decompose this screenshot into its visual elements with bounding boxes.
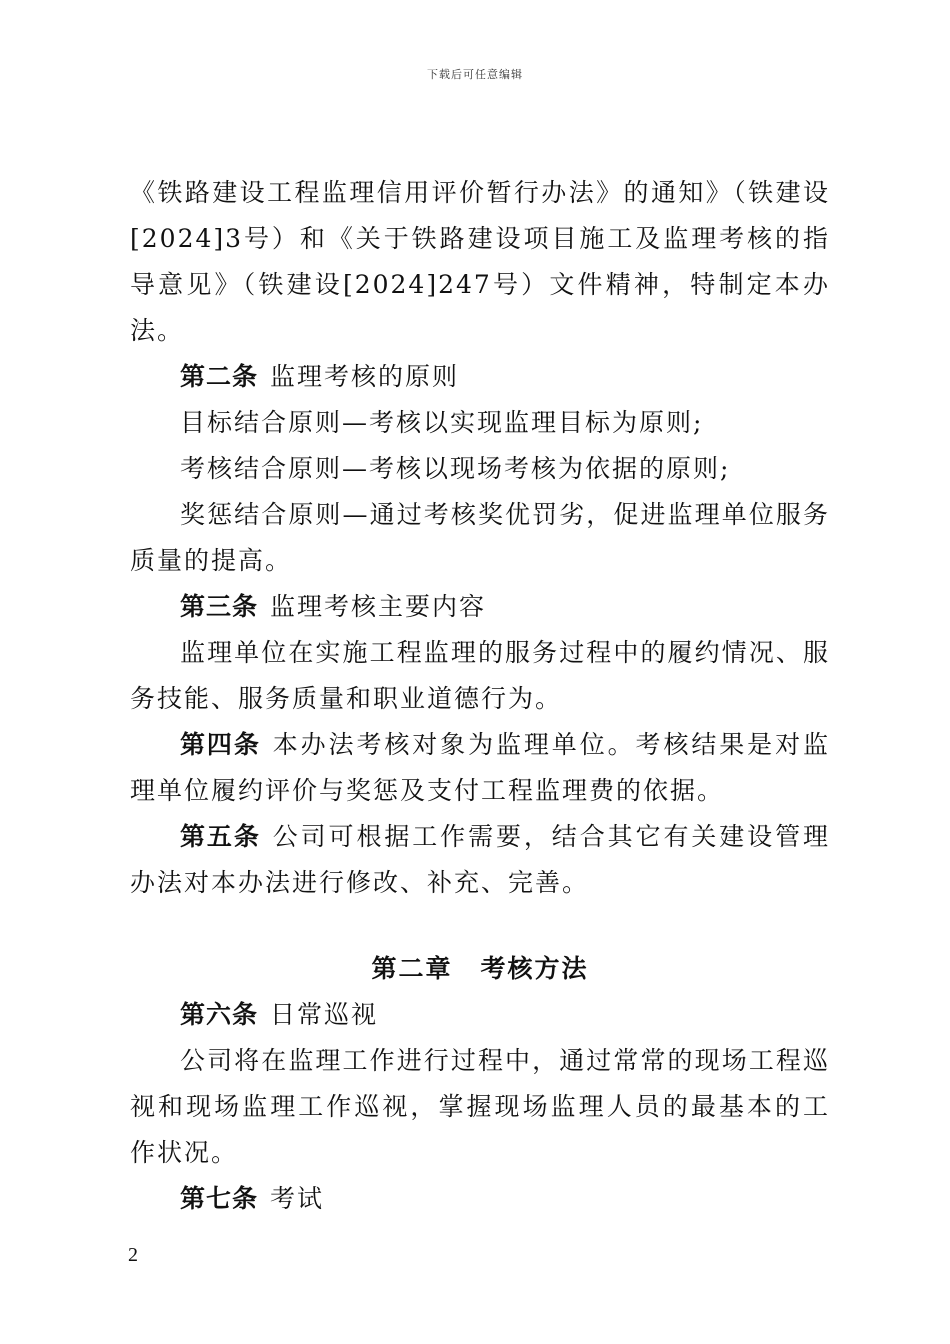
article-6-body: 公司将在监理工作进行过程中，通过常常的现场工程巡视和现场监理工作巡视，掌握现场监理人员的最基本的工作状况。 — [130, 1046, 830, 1167]
article-2-item-2: 考核结合原则—考核以现场考核为依据的原则; — [180, 454, 731, 483]
article-4-title: 第四条 — [180, 730, 261, 759]
article-2 — [130, 354, 830, 400]
document-body — [130, 170, 830, 1222]
article-2-item-1: 目标结合原则—考核以实现监理目标为原则; — [180, 408, 704, 437]
article-7 — [130, 1176, 830, 1222]
article-3-body: 监理单位在实施工程监理的服务过程中的履约情况、服务技能、服务质量和职业道德行为。 — [130, 638, 830, 713]
article-6 — [130, 992, 830, 1038]
header-note: 下载后可任意编辑 — [427, 68, 523, 81]
article-2-item-3: 奖惩结合原则—通过考核奖优罚劣，促进监理单位服务质量的提高。 — [130, 500, 830, 575]
article-5-title: 第五条 — [180, 822, 261, 851]
article-4-text: 本办法考核对象为监理单位。考核结果是对监理单位履约评价与奖惩及支付工程监理费的依据。 — [130, 730, 830, 805]
article-2-text: 监理考核的原则 — [270, 362, 460, 391]
article-7-text: 考试 — [270, 1184, 325, 1213]
article-7-title: 第七条 — [180, 1184, 259, 1213]
article-3-title: 第三条 — [180, 592, 259, 621]
article-6-title: 第六条 — [180, 1000, 259, 1029]
chapter-number: 第二章 — [371, 954, 453, 983]
chapter-title: 考核方法 — [480, 954, 589, 983]
article-6-text: 日常巡视 — [270, 1000, 379, 1029]
page-number: 2 — [128, 1244, 138, 1266]
article-4 — [130, 722, 830, 814]
article-3 — [130, 584, 830, 630]
article-3-text: 监理考核主要内容 — [270, 592, 487, 621]
paragraph-intro: 《铁路建设工程监理信用评价暂行办法》的通知》（铁建设[2024]3号）和《关于铁路建设项目施工及监理考核的指导意见》（铁建设[2024]247号）文件精神，特制定本办法。 — [130, 178, 830, 345]
article-5 — [130, 814, 830, 906]
article-2-title: 第二条 — [180, 362, 259, 391]
article-5-text: 公司可根据工作需要，结合其它有关建设管理办法对本办法进行修改、补充、完善。 — [130, 822, 830, 897]
chapter-heading — [130, 946, 830, 992]
